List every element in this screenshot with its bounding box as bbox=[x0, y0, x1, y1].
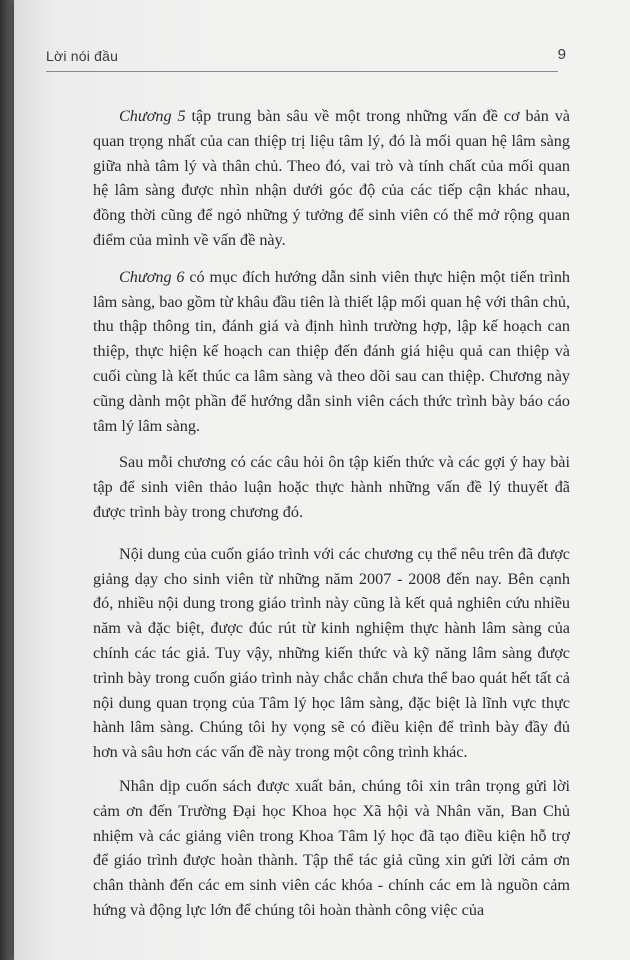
chapter-6-label: Chương 6 bbox=[119, 267, 185, 286]
book-spine-edge bbox=[0, 0, 14, 960]
paragraph-acknowledgements: Nhân dịp cuốn sách được xuất bản, chúng tôi xin trân trọng gửi lời cảm ơn đến Trường Đại học Khoa học Xã hội và Nhân văn, Ban Chủ nhiệm và các giảng viên trong Khoa Tâm lý học đã tạo điều kiện hỗ trợ để giáo trình được hoàn thành. Tập thể tác giả cũng xin gửi lời cảm ơn chân thành đến các em sinh viên các khóa - chính các em là nguồn cảm hứng và động lực lớn để chúng tôi hoàn thành công việc của bbox=[93, 776, 570, 919]
paragraph-chapter-5 bbox=[93, 104, 570, 253]
paragraph-chapter-6 bbox=[93, 265, 570, 439]
paragraph-chapter-5-text: tập trung bàn sâu về một trong những vấn đề cơ bản và quan trọng nhất của can thiệp trị liệu tâm lý, đó là mối quan hệ lâm sàng giữa nhà tâm lý và thân chủ. Theo đó, vai trò và tính chất của mối quan hệ lâm sàng được nhìn nhận dưới góc độ của các tiếp cận khác nhau, đồng thời cũng để ngỏ những ý tưởng để sinh viên có thể mở rộng quan điểm của mình về vấn đề này. bbox=[93, 107, 570, 249]
running-header-title: Lời nói đầu bbox=[46, 48, 119, 64]
paragraph-review-questions: Sau mỗi chương có các câu hỏi ôn tập kiến thức và các gợi ý hay bài tập để sinh viên thảo luận hoặc thực hành những vấn đề lý thuyết đã được trình bày trong chương đó. bbox=[93, 453, 570, 521]
page-body bbox=[93, 104, 570, 935]
paragraph-content-summary: Nội dung của cuốn giáo trình với các chương cụ thể nêu trên đã được giảng dạy cho sinh viên từ những năm 2007 - 2008 đến nay. Bên cạnh đó, nhiều nội dung trong giáo trình này cũng là kết quả nghiên cứu nhiều năm và đặc biệt, được đúc rút từ kinh nghiệm thực hành lâm sàng của chính các tác giả. Tuy vậy, những kiến thức và kỹ năng lâm sàng được trình bày trong cuốn giáo trình này chắc chắn chưa thể bao quát hết tất cả nội dung quan trọng của Tâm lý học lâm sàng, đặc biệt là lĩnh vực thực hành lâm sàng. Chúng tôi hy vọng sẽ có điều kiện để trình bày đầy đủ hơn và sâu hơn các vấn đề này trong một công trình khác. bbox=[93, 544, 570, 762]
chapter-5-label: Chương 5 bbox=[119, 107, 186, 125]
running-header bbox=[46, 46, 566, 68]
header-divider bbox=[46, 71, 558, 72]
paragraph-chapter-6-text: có mục đích hướng dẫn sinh viên thực hiện một tiến trình lâm sàng, bao gồm từ khâu đầu tiên là thiết lập mối quan hệ với thân chủ, thu thập thông tin, đánh giá và định hình trường hợp, lập kế hoạch can thiệp, thực hiện kế hoạch can thiệp đến đánh giá hiệu quả can thiệp và cuối cùng là kết thúc ca lâm sàng và theo dõi sau can thiệp. Chương này cũng dành một phần để hướng dẫn sinh viên cách thức trình bày báo cáo tâm lý lâm sàng. bbox=[93, 267, 571, 435]
page-number: 9 bbox=[557, 46, 566, 63]
